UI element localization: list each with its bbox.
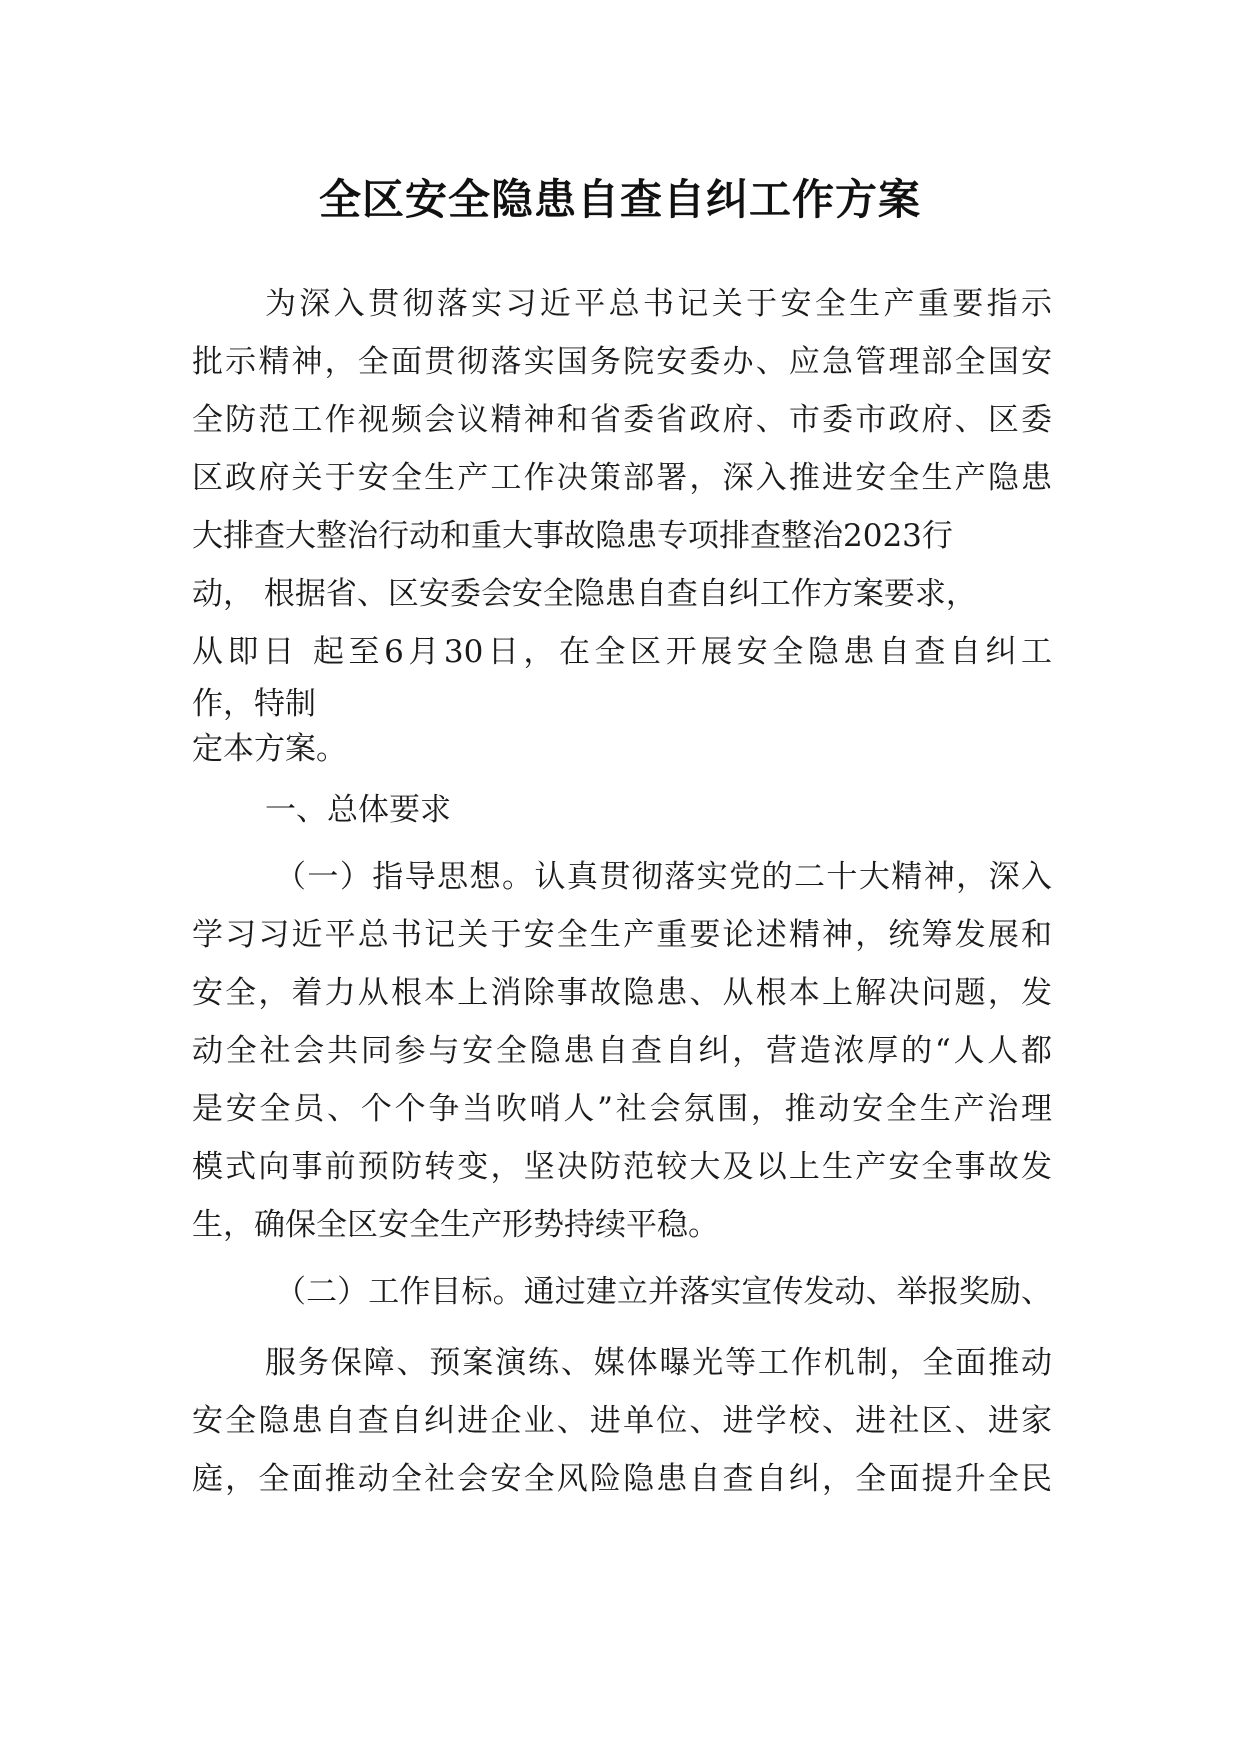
paragraph-line: 作，特制 xyxy=(192,686,316,722)
paragraph-line: 安全，着力从根本上消除事故隐患、从根本上解决问题，发 xyxy=(192,975,1052,1011)
section-heading: 一、总体要求 xyxy=(265,792,451,828)
paragraph-line: 生，确保全区安全生产形势持续平稳。 xyxy=(192,1207,719,1243)
paragraph-line: 安全隐患自查自纠进企业、进单位、进学校、进社区、进家 xyxy=(192,1403,1052,1439)
paragraph-line: 全防范工作视频会议精神和省委省政府、市委市政府、区委 xyxy=(192,402,1052,438)
paragraph-line: （二）工作目标。通过建立并落实宣传发动、举报奖励、 xyxy=(275,1274,1052,1310)
paragraph-line: 庭，全面推动全社会安全风险隐患自查自纠，全面提升全民 xyxy=(192,1461,1052,1497)
paragraph-line: （一）指导思想。认真贯彻落实党的二十大精神，深入 xyxy=(275,859,1052,895)
paragraph-line: 为深入贯彻落实习近平总书记关于安全生产重要指示 xyxy=(265,286,1052,322)
paragraph-line: 学习习近平总书记关于安全生产重要论述精神，统筹发展和 xyxy=(192,917,1052,953)
paragraph-line: 从即日 起至6月30日，在全区开展安全隐患自查自纠工 xyxy=(192,634,1052,670)
paragraph-line: 定本方案。 xyxy=(192,731,347,767)
paragraph-line: 动， 根据省、区安委会安全隐患自查自纠工作方案要求， xyxy=(192,576,977,612)
paragraph-line: 动全社会共同参与安全隐患自查自纠，营造浓厚的“人人都 xyxy=(192,1033,1052,1069)
paragraph-line: 服务保障、预案演练、媒体曝光等工作机制，全面推动 xyxy=(265,1345,1052,1381)
paragraph-line: 是安全员、个个争当吹哨人”社会氛围，推动安全生产治理 xyxy=(192,1091,1052,1127)
document-title: 全区安全隐患自查自纠工作方案 xyxy=(318,175,921,224)
paragraph-line: 批示精神，全面贯彻落实国务院安委办、应急管理部全国安 xyxy=(192,344,1052,380)
paragraph-line: 模式向事前预防转变，坚决防范较大及以上生产安全事故发 xyxy=(192,1149,1052,1185)
paragraph-line: 区政府关于安全生产工作决策部署，深入推进安全生产隐患 xyxy=(192,460,1052,496)
paragraph-line: 大排查大整治行动和重大事故隐患专项排查整治2023行 xyxy=(192,518,953,554)
